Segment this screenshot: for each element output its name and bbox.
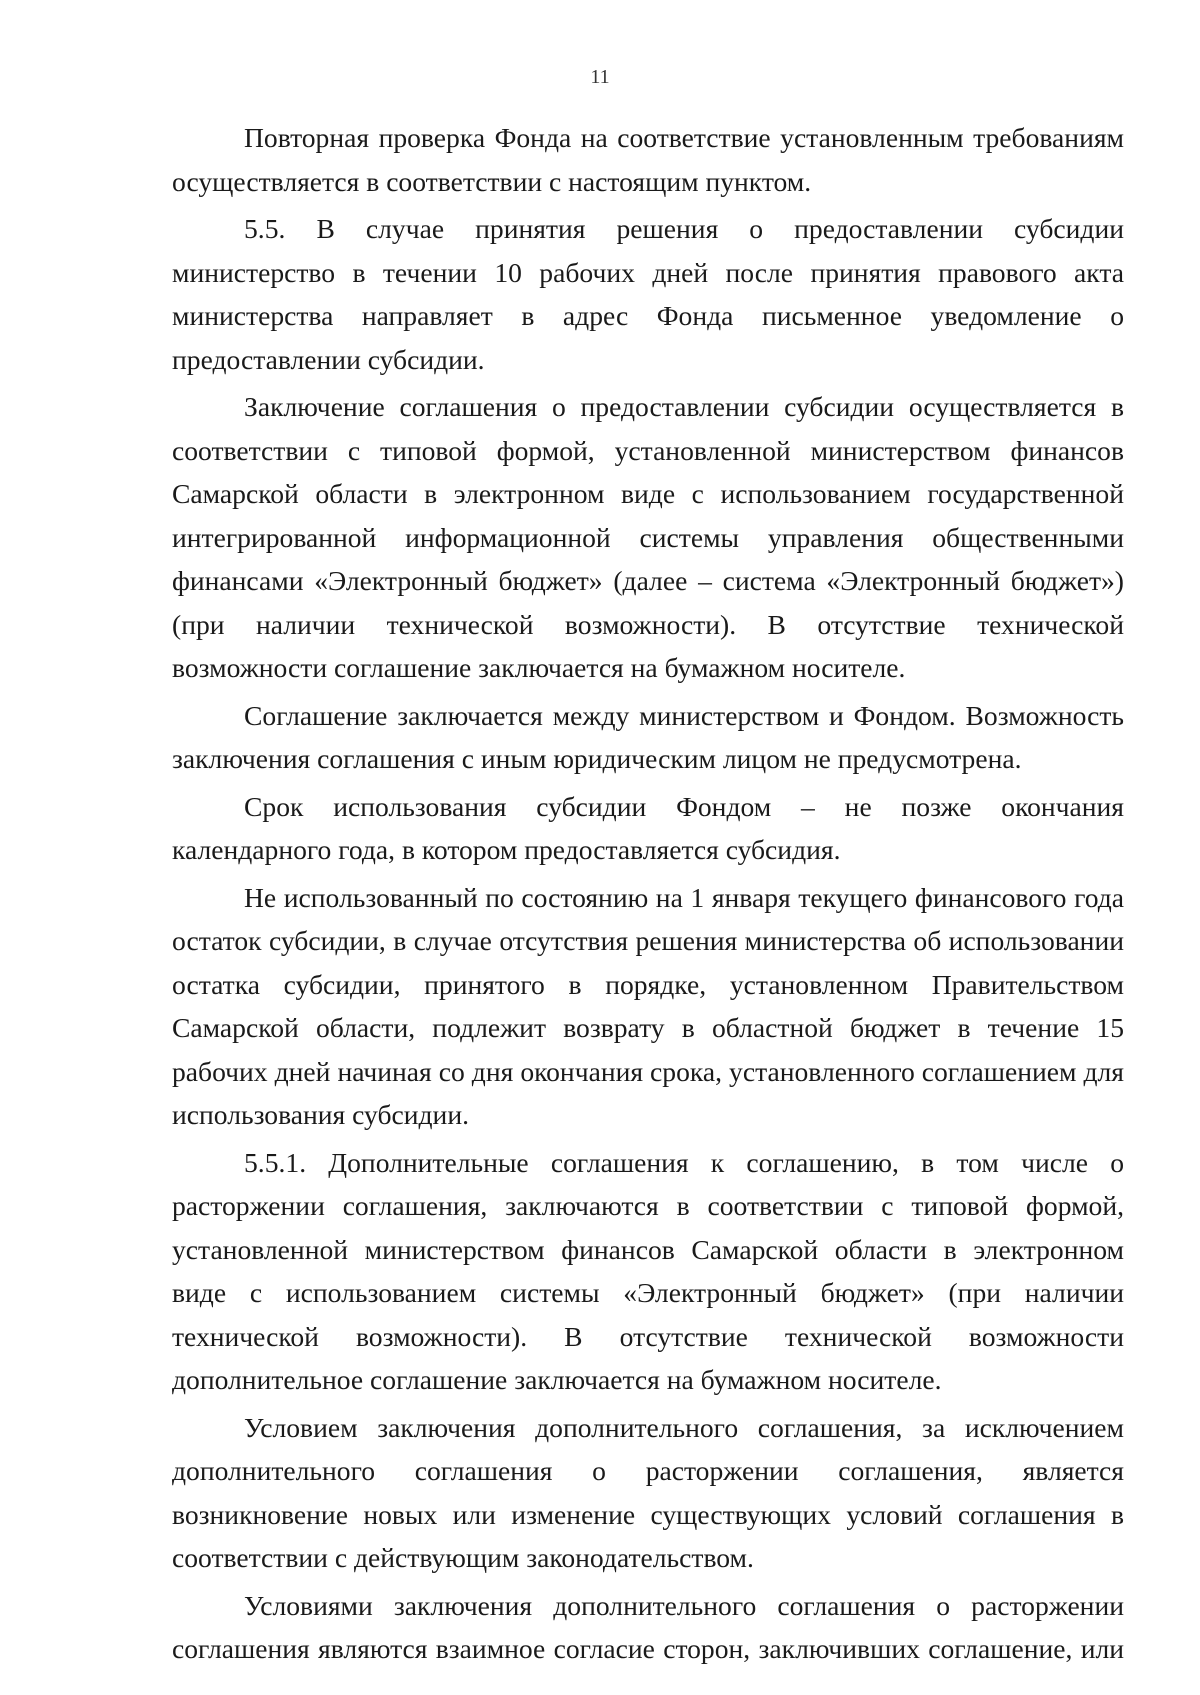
- paragraph: Повторная проверка Фонда на соответствие установленным требованиям осуществляется в соответствии с настоящим пунктом.: [172, 122, 1124, 197]
- paragraph: Не использованный по состоянию на 1 января текущего финансового года остаток субсидии, в случае отсутствия решения министерства об использовании остатка субсидии, принятого в порядке, установленном Правительством Самарской области, подлежит возврату в областной бюджет в течение 15 рабочих дней начиная со дня окончания срока, установленного соглашением для использования субсидии.: [172, 881, 1124, 1130]
- paragraph: Заключение соглашения о предоставлении субсидии осуществляется в соответствии с типовой формой, установленной министерством финансов Самарской области в электронном виде с использованием государственной интегрированной информационной системы управления общественными финансами «Электронный бюджет» (далее – система «Электронный бюджет») (при наличии технической возможности). В отсутствие технической возможности соглашение заключается на бумажном носителе.: [172, 391, 1124, 683]
- paragraph: Условиями заключения дополнительного соглашения о расторжении соглашения являются взаимное согласие сторон, заключивших соглашение, или: [172, 1589, 1124, 1664]
- page-number: 11: [590, 66, 610, 88]
- paragraph: 5.5.1. Дополнительные соглашения к соглашению, в том числе о расторжении соглашения, заключаются в соответствии с типовой формой, установленной министерством финансов Самарской области в электронном виде с использованием системы «Электронный бюджет» (при наличии технической возможности). В отсутствие технической возможности дополнительное соглашение заключается на бумажном носителе.: [172, 1146, 1124, 1395]
- paragraph: 5.5. В случае принятия решения о предоставлении субсидии министерство в течении 10 рабочих дней после принятия правового акта министерства направляет в адрес Фонда письменное уведомление о предоставлении субсидии.: [172, 213, 1124, 375]
- paragraph: Срок использования субсидии Фондом – не позже окончания календарного года, в котором предоставляется субсидия.: [172, 790, 1124, 865]
- document-body: [172, 116, 1124, 1671]
- paragraph: Соглашение заключается между министерством и Фондом. Возможность заключения соглашения с иным юридическим лицом не предусмотрена.: [172, 699, 1124, 774]
- paragraph: Условием заключения дополнительного соглашения, за исключением дополнительного соглашения о расторжении соглашения, является возникновение новых или изменение существующих условий соглашения в соответствии с действующим законодательством.: [172, 1411, 1124, 1573]
